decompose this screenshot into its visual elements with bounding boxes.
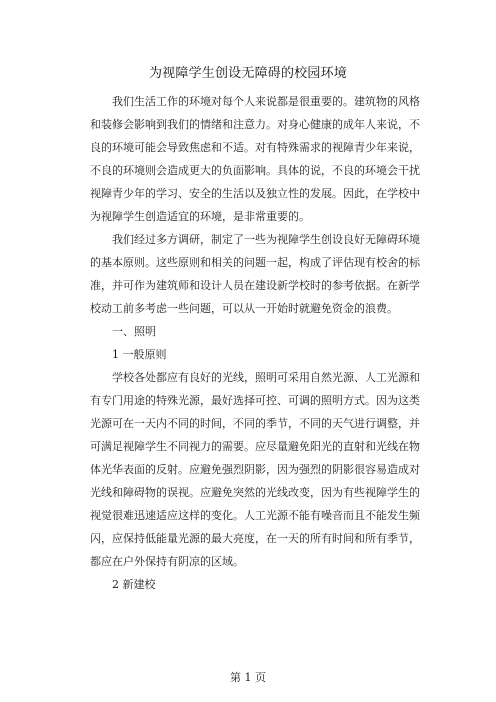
subsection-heading-new-school: 2 新建校: [112, 578, 156, 591]
general-principles-paragraph: 学校各处都应有良好的光线，照明可采用自然光源、人工光源和有专门用途的特殊光源，最好选择可控、可调的照明方式。因为这类光源可在一天内不同的时间，不同的季节，不同的天气进行调整，并可满足视障学生不同视力的需要。应尽量避免阳光的直射和光线在物体光华表面的反射。应避免强烈阴影，因为强烈的阴影很容易造成对光线和障碍物的误视。应避免突然的光线改变，因为有些视障学生的视觉很难迅速适应这样的变化。人工光源不能有噪音而且不能发生频闪，应保持低能量光源的最大亮度，在一天的所有时间和所有季节，都应在户外保持有阴凉的区域。: [90, 371, 420, 568]
intro-paragraph-1: 我们生活工作的环境对每个人来说都是很重要的。建筑物的风格和装修会影响到我们的情绪和注意力。对身心健康的成年人来说，不良的环境可能会导致焦虑和不适。对有特殊需求的视障青少年来说，不良的环境则会造成更大的负面影响。具体的说，不良的环境会干扰视障青少年的学习、安全的生活以及独立性的发展。因此，在学校中为视障学生创造适宜的环境，是非常重要的。: [90, 95, 420, 223]
document-body: [90, 90, 420, 596]
document-title: 为视障学生创设无障碍的校园环境: [148, 66, 347, 81]
subsection-heading-general-principles: 1 一般原则: [112, 348, 167, 361]
page-number: 第 1 页: [230, 671, 266, 684]
section-heading-lighting: 一、照明: [112, 325, 156, 338]
intro-paragraph-2: 我们经过多方调研，制定了一些为视障学生创设良好无障碍环境的基本原则。这些原则和相关的问题一起，构成了评估现有校舍的标准，并可作为建筑师和设计人员在建设新学校时的参考依据。在新学校动工前多考虑一些问题，可以从一开始时就避免资金的浪费。: [90, 233, 420, 315]
